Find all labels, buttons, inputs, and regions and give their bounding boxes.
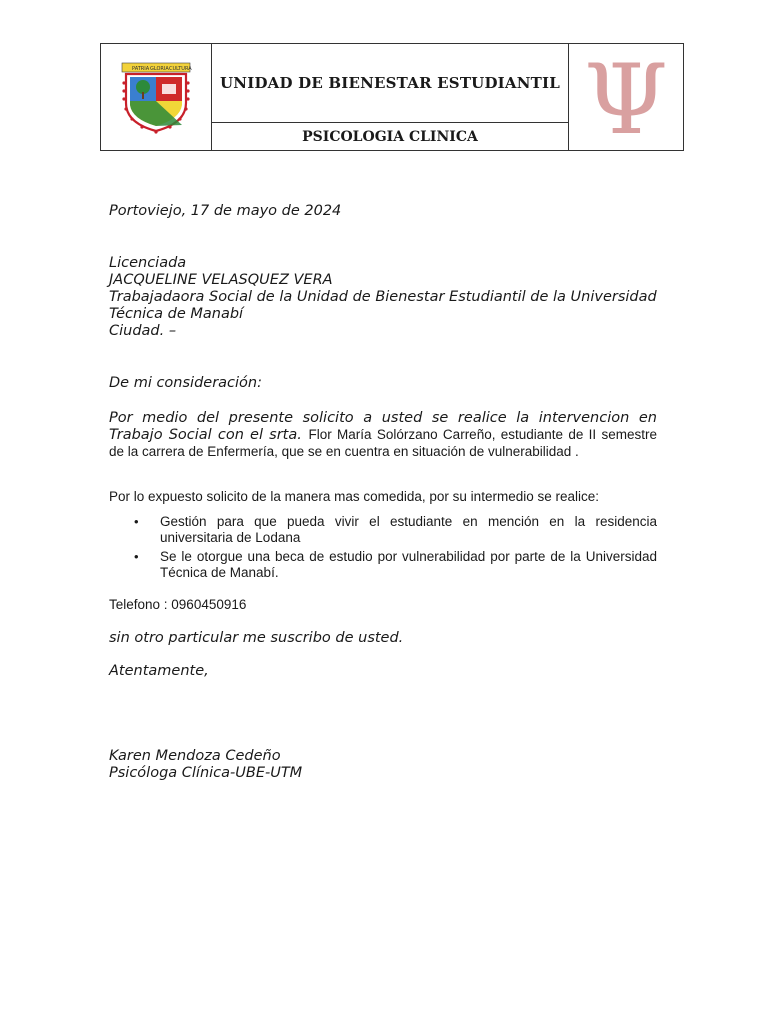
request-line: Por lo expuesto solicito de la manera mas comedida, por su intermedio se realice: [109,489,599,504]
phone-line: Telefono : 0960450916 [109,597,247,612]
crest-ribbon-word-3: CULTURA [169,66,192,72]
farewell: Atentamente, [109,663,209,679]
signature-block [109,748,657,782]
crest-ribbon-word-1: PATRIA [132,66,150,72]
list-item-text: Se le otorgue una beca de estudio por vulnerabilidad por parte de la Universidad Técnica de Manabí. [160,549,657,580]
recipient-title: Licenciada [109,255,187,271]
psi-glyph: Ψ [583,47,669,147]
recipient-name: JACQUELINE VELASQUEZ VERA [109,272,333,288]
body-paragraph [109,409,657,460]
bullet-icon: • [134,549,139,564]
bullet-icon: • [134,514,139,529]
crest-ribbon-word-2: GLORIA [150,66,169,72]
recipient-institution: Técnica de Manabí [109,306,244,322]
signature-title: Psicóloga Clínica-UBE-UTM [109,765,303,781]
closing-line: sin otro particular me suscribo de usted. [109,630,404,646]
recipient-block [109,255,657,340]
request-list [134,514,657,584]
psi-cell [568,44,683,150]
list-item-text: Gestión para que pueda vivir el estudiante en mención en la residencia universitaria de Lodana [160,514,657,545]
place-date: Portoviejo, 17 de mayo de 2024 [109,203,342,219]
recipient-position: Trabajadaora Social de la Unidad de Bienestar Estudiantil de la Universidad [109,289,657,305]
body-intro-regular: Flor María Solórzano Carreño, estudiante de II semestre de la carrera de Enfermería, que se en cuentra en situación de vulnerabilidad . [109,427,657,459]
list-item [134,514,657,546]
university-crest-icon [116,59,196,135]
title-cell [212,44,568,150]
signature-name: Karen Mendoza Cedeño [109,748,281,764]
department-subtitle: PSICOLOGIA CLINICA [302,128,478,145]
recipient-city: Ciudad. – [109,323,177,339]
psi-logo-icon [581,47,671,147]
body-intro-italic: Por medio del presente solicito a usted se realice la intervencion en Trabajo Social con el srta. [109,410,657,443]
letterhead [100,43,684,151]
list-item [134,549,657,581]
salutation: De mi consideración: [109,375,262,391]
crest-cell [101,44,212,150]
unit-title: UNIDAD DE BIENESTAR ESTUDIANTIL [212,44,568,123]
